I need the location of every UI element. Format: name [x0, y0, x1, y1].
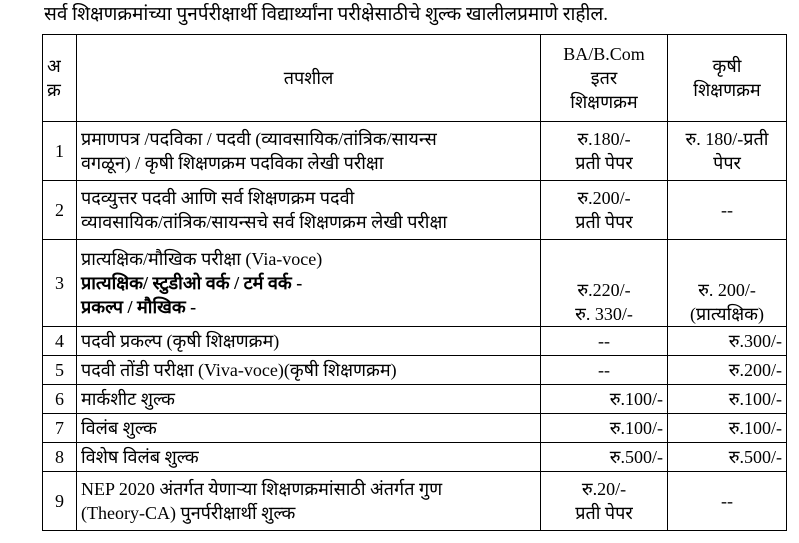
- row-details: विलंब शुल्क: [77, 414, 541, 443]
- detail-line: (Theory-CA) पुनर्परीक्षार्थी शुल्क: [81, 503, 296, 523]
- row-number: 4: [43, 327, 77, 356]
- row-details: [77, 122, 541, 181]
- ba-fee: [541, 122, 668, 181]
- ba-fee: [541, 472, 668, 531]
- table-row: [43, 414, 787, 443]
- ba-fee: --: [541, 327, 668, 356]
- row-details: पदवी प्रकल्प (कृषी शिक्षणक्रम): [77, 327, 541, 356]
- header-agri-line1: कृषी: [712, 56, 742, 76]
- row-number: 9: [43, 472, 77, 531]
- detail-line: प्रकल्प / मौखिक -: [81, 297, 197, 317]
- row-number: 5: [43, 356, 77, 385]
- table-row: [43, 356, 787, 385]
- agri-fee: [668, 240, 787, 327]
- header-ba-line3: शिक्षणक्रम: [570, 92, 638, 112]
- header-ba-line1: BA/B.Com: [563, 44, 645, 64]
- agri-fee: रु.100/-: [668, 414, 787, 443]
- row-details: [77, 181, 541, 240]
- detail-line: प्रमाणपत्र /पदविका / पदवी (व्यावसायिक/तांत्रिक/सायन्स: [81, 129, 437, 149]
- row-number: 6: [43, 385, 77, 414]
- detail-line: व्यावसायिक/तांत्रिक/सायन्सचे सर्व शिक्षणक्रम लेखी परीक्षा: [81, 212, 448, 232]
- row-number: 1: [43, 122, 77, 181]
- table-row: [43, 472, 787, 531]
- agri-fee: [668, 122, 787, 181]
- fee-line: प्रती पेपर: [575, 153, 633, 173]
- fee-table: [42, 34, 787, 531]
- header-serial-line2: क्र: [47, 80, 61, 100]
- header-ba-bcom: [541, 35, 668, 122]
- fee-line: प्रती पेपर: [575, 212, 633, 232]
- row-details: विशेष विलंब शुल्क: [77, 443, 541, 472]
- agri-fee: रु.200/-: [668, 356, 787, 385]
- fee-line: पेपर: [713, 153, 741, 173]
- row-number: 2: [43, 181, 77, 240]
- fee-line: रु. 330/-: [575, 304, 633, 324]
- ba-fee: रु.100/-: [541, 414, 668, 443]
- header-ba-line2: इतर: [590, 68, 618, 88]
- fee-line: रु. 200/-: [698, 280, 756, 300]
- fee-line: रु.20/-: [581, 479, 627, 499]
- ba-fee: रु.500/-: [541, 443, 668, 472]
- page-heading: सर्व शिक्षणक्रमांच्या पुनर्परीक्षार्थी विद्यार्थ्यांना परीक्षेसाठीचे शुल्क खालीलप्रमाणे राहील.: [44, 4, 609, 25]
- ba-fee: [541, 240, 668, 327]
- fee-line: रु.220/-: [577, 280, 631, 300]
- agri-fee: रु.500/-: [668, 443, 787, 472]
- table-row: [43, 385, 787, 414]
- fee-line: रु. 180/-प्रती: [685, 129, 769, 149]
- agri-fee: --: [668, 472, 787, 531]
- detail-line: प्रात्यक्षिक/ स्टुडीओ वर्क / टर्म वर्क -: [81, 273, 303, 293]
- ba-fee: --: [541, 356, 668, 385]
- header-details: तपशील: [77, 35, 541, 122]
- row-number: 3: [43, 240, 77, 327]
- fee-line: रु.200/-: [577, 188, 631, 208]
- row-details: पदवी तोंडी परीक्षा (Viva-voce)(कृषी शिक्षणक्रम): [77, 356, 541, 385]
- table-row: [43, 181, 787, 240]
- fee-line: रु.180/-: [577, 129, 631, 149]
- detail-line: पदव्युत्तर पदवी आणि सर्व शिक्षणक्रम पदवी: [81, 188, 355, 208]
- ba-fee: [541, 181, 668, 240]
- header-agri-line2: शिक्षणक्रम: [693, 80, 761, 100]
- row-number: 7: [43, 414, 77, 443]
- table-row: [43, 240, 787, 327]
- row-number: 8: [43, 443, 77, 472]
- detail-line: NEP 2020 अंतर्गत येणाऱ्या शिक्षणक्रमांसाठी अंतर्गत गुण: [81, 479, 443, 499]
- header-agriculture: [668, 35, 787, 122]
- detail-line: प्रात्यक्षिक/मौखिक परीक्षा (Via-voce): [81, 249, 323, 269]
- ba-fee: रु.100/-: [541, 385, 668, 414]
- header-serial-line1: अ: [47, 56, 61, 76]
- agri-fee: --: [668, 181, 787, 240]
- table-row: [43, 443, 787, 472]
- header-serial: [43, 35, 77, 122]
- agri-fee: रु.100/-: [668, 385, 787, 414]
- agri-fee: रु.300/-: [668, 327, 787, 356]
- table-row: [43, 327, 787, 356]
- table-header-row: [43, 35, 787, 122]
- row-details: [77, 240, 541, 327]
- row-details: [77, 472, 541, 531]
- detail-line: वगळून) / कृषी शिक्षणक्रम पदविका लेखी परीक्षा: [81, 153, 384, 173]
- fee-line: (प्रात्यक्षिक): [690, 304, 764, 324]
- row-details: मार्कशीट शुल्क: [77, 385, 541, 414]
- fee-line: प्रती पेपर: [575, 503, 633, 523]
- table-row: [43, 122, 787, 181]
